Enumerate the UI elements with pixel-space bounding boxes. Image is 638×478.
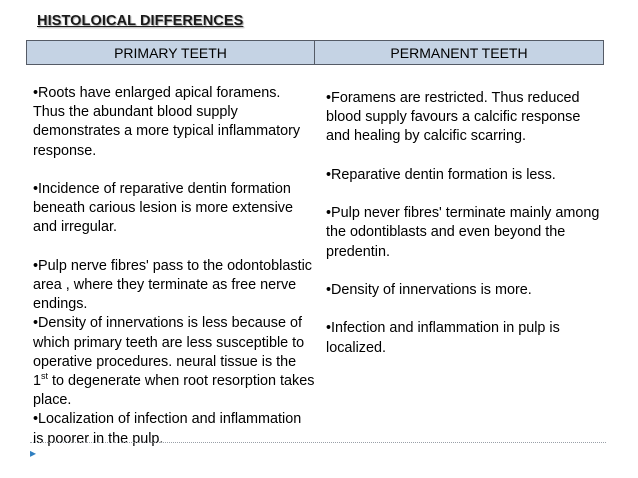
permanent-point-foramens: •Foramens are restricted. Thus reduced blood supply favours a calcific response and healing by calcific scarring. <box>326 90 581 145</box>
permanent-point-reparative-dentin: •Reparative dentin formation is less. <box>326 166 556 183</box>
slide-title: HISTOLOICAL DIFFERENCES <box>37 13 244 29</box>
permanent-point-nerve-fibres: •Pulp never fibres' terminate mainly among the odontiblasts and even beyond the predentin. <box>326 205 600 260</box>
primary-teeth-column <box>33 84 315 449</box>
header-permanent-teeth: PERMANENT TEETH <box>390 44 528 61</box>
comparison-table-header <box>26 40 604 65</box>
ordinal-suffix: st <box>41 371 49 382</box>
footer-dotted-divider <box>30 442 606 443</box>
bullet-marker-icon: ▸ <box>30 446 37 460</box>
primary-point-nerve-fibres: •Pulp nerve fibres' pass to the odontoblastic area , where they terminate as free nerve endings. <box>33 257 312 313</box>
permanent-point-innervation-density: •Density of innervations is more. <box>326 281 532 298</box>
permanent-teeth-column <box>326 89 602 358</box>
primary-point-innervation-density <box>33 314 315 410</box>
permanent-point-localization: •Infection and inflammation in pulp is localized. <box>326 320 560 356</box>
primary-point-innervation-text: •Density of innervations is less because of which primary teeth are less susceptible to operative procedures. neural tissue is the 1 <box>33 315 305 390</box>
primary-point-apical-foramen: •Roots have enlarged apical foramens. Thus the abundant blood supply demonstrates a more typical inflammatory response. <box>33 85 301 159</box>
primary-point-localization: •Localization of infection and inflammation is poorer in the pulp. <box>33 411 302 447</box>
primary-point-reparative-dentin: •Incidence of reparative dentin formation beneath carious lesion is more extensive and irregular. <box>33 181 293 236</box>
primary-point-innervation-text-end: to degenerate when root resorption takes place. <box>33 373 315 409</box>
header-primary-teeth: PRIMARY TEETH <box>27 41 315 64</box>
